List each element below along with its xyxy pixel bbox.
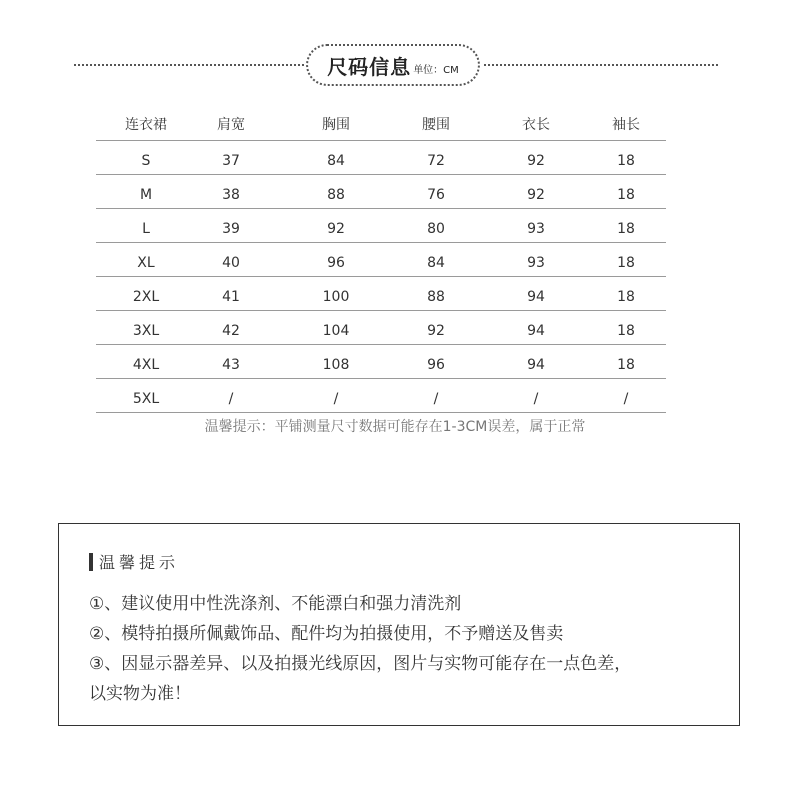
table-cell: 84 xyxy=(427,254,445,271)
table-cell: / xyxy=(333,390,339,407)
table-header-row xyxy=(96,108,666,141)
table-cell: 18 xyxy=(617,220,635,237)
table-cell: 93 xyxy=(527,220,545,237)
size-table xyxy=(96,108,666,413)
table-cell: 94 xyxy=(527,322,545,339)
table-cell: 96 xyxy=(427,356,445,373)
table-cell: 18 xyxy=(617,356,635,373)
tips-header xyxy=(89,550,179,573)
title-divider-right xyxy=(484,64,718,66)
size-cell: 2XL xyxy=(132,288,160,305)
table-cell: 18 xyxy=(617,322,635,339)
table-cell: 18 xyxy=(617,186,635,203)
table-cell: 108 xyxy=(322,356,350,373)
tip-line: ③、因显示器差异、以及拍摄光线原因，图片与实物可能存在一点色差， xyxy=(89,654,632,674)
table-cell: 76 xyxy=(427,186,445,203)
size-info-title-badge xyxy=(306,44,480,86)
table-cell: 100 xyxy=(322,288,350,305)
table-row xyxy=(96,175,666,209)
table-cell: 88 xyxy=(327,186,345,203)
size-cell: 4XL xyxy=(132,356,160,373)
table-cell: 37 xyxy=(222,152,240,169)
measurement-note: 温馨提示：平铺测量尺寸数据可能存在1-3CM误差，属于正常 xyxy=(204,419,586,435)
table-cell: 38 xyxy=(222,186,240,203)
table-cell: 96 xyxy=(327,254,345,271)
column-header: 胸围 xyxy=(322,117,350,133)
table-cell: 41 xyxy=(222,288,240,305)
column-header: 腰围 xyxy=(422,117,450,133)
size-cell: 5XL xyxy=(132,390,160,407)
tips-panel xyxy=(58,523,740,726)
table-row xyxy=(96,311,666,345)
table-cell: 84 xyxy=(327,152,345,169)
table-cell: 40 xyxy=(222,254,240,271)
table-cell: 92 xyxy=(527,186,545,203)
table-cell: / xyxy=(228,390,234,407)
table-cell: 39 xyxy=(222,220,240,237)
table-cell: 94 xyxy=(527,288,545,305)
table-row xyxy=(96,141,666,175)
table-row xyxy=(96,345,666,379)
size-unit-label: 单位：CM xyxy=(413,64,459,76)
table-cell: / xyxy=(623,390,629,407)
tip-line: ②、模特拍摄所佩戴饰品、配件均为拍摄使用，不予赠送及售卖 xyxy=(89,624,564,644)
table-row xyxy=(96,243,666,277)
column-header: 连衣裙 xyxy=(125,117,167,133)
table-cell: 18 xyxy=(617,254,635,271)
table-cell: 92 xyxy=(527,152,545,169)
table-cell: 42 xyxy=(222,322,240,339)
tips-title: 温馨提示 xyxy=(99,553,180,572)
table-cell: 93 xyxy=(527,254,545,271)
title-divider-left xyxy=(74,64,304,66)
column-header: 袖长 xyxy=(612,117,640,133)
column-header: 肩宽 xyxy=(217,117,245,133)
table-row xyxy=(96,277,666,311)
table-cell: 88 xyxy=(427,288,445,305)
size-cell: 3XL xyxy=(132,322,160,339)
size-info-title: 尺码信息 xyxy=(327,54,412,79)
tip-line: 以实物为准！ xyxy=(89,684,191,704)
table-cell: 92 xyxy=(427,322,445,339)
table-cell: 43 xyxy=(222,356,240,373)
table-cell: 80 xyxy=(427,220,445,237)
size-cell: S xyxy=(141,152,151,169)
table-row xyxy=(96,209,666,243)
table-cell: 72 xyxy=(427,152,445,169)
table-cell: 18 xyxy=(617,152,635,169)
tip-line: ①、建议使用中性洗涤剂、不能漂白和强力清洗剂 xyxy=(89,594,462,614)
accent-bar xyxy=(89,553,93,571)
table-cell: 18 xyxy=(617,288,635,305)
size-cell: L xyxy=(142,220,150,237)
table-cell: 104 xyxy=(322,322,350,339)
table-cell: 94 xyxy=(527,356,545,373)
table-cell: 92 xyxy=(327,220,345,237)
size-cell: M xyxy=(139,186,153,203)
table-cell: / xyxy=(433,390,439,407)
table-cell: / xyxy=(533,390,539,407)
size-cell: XL xyxy=(137,254,155,271)
column-header: 衣长 xyxy=(522,117,550,133)
table-row xyxy=(96,379,666,413)
